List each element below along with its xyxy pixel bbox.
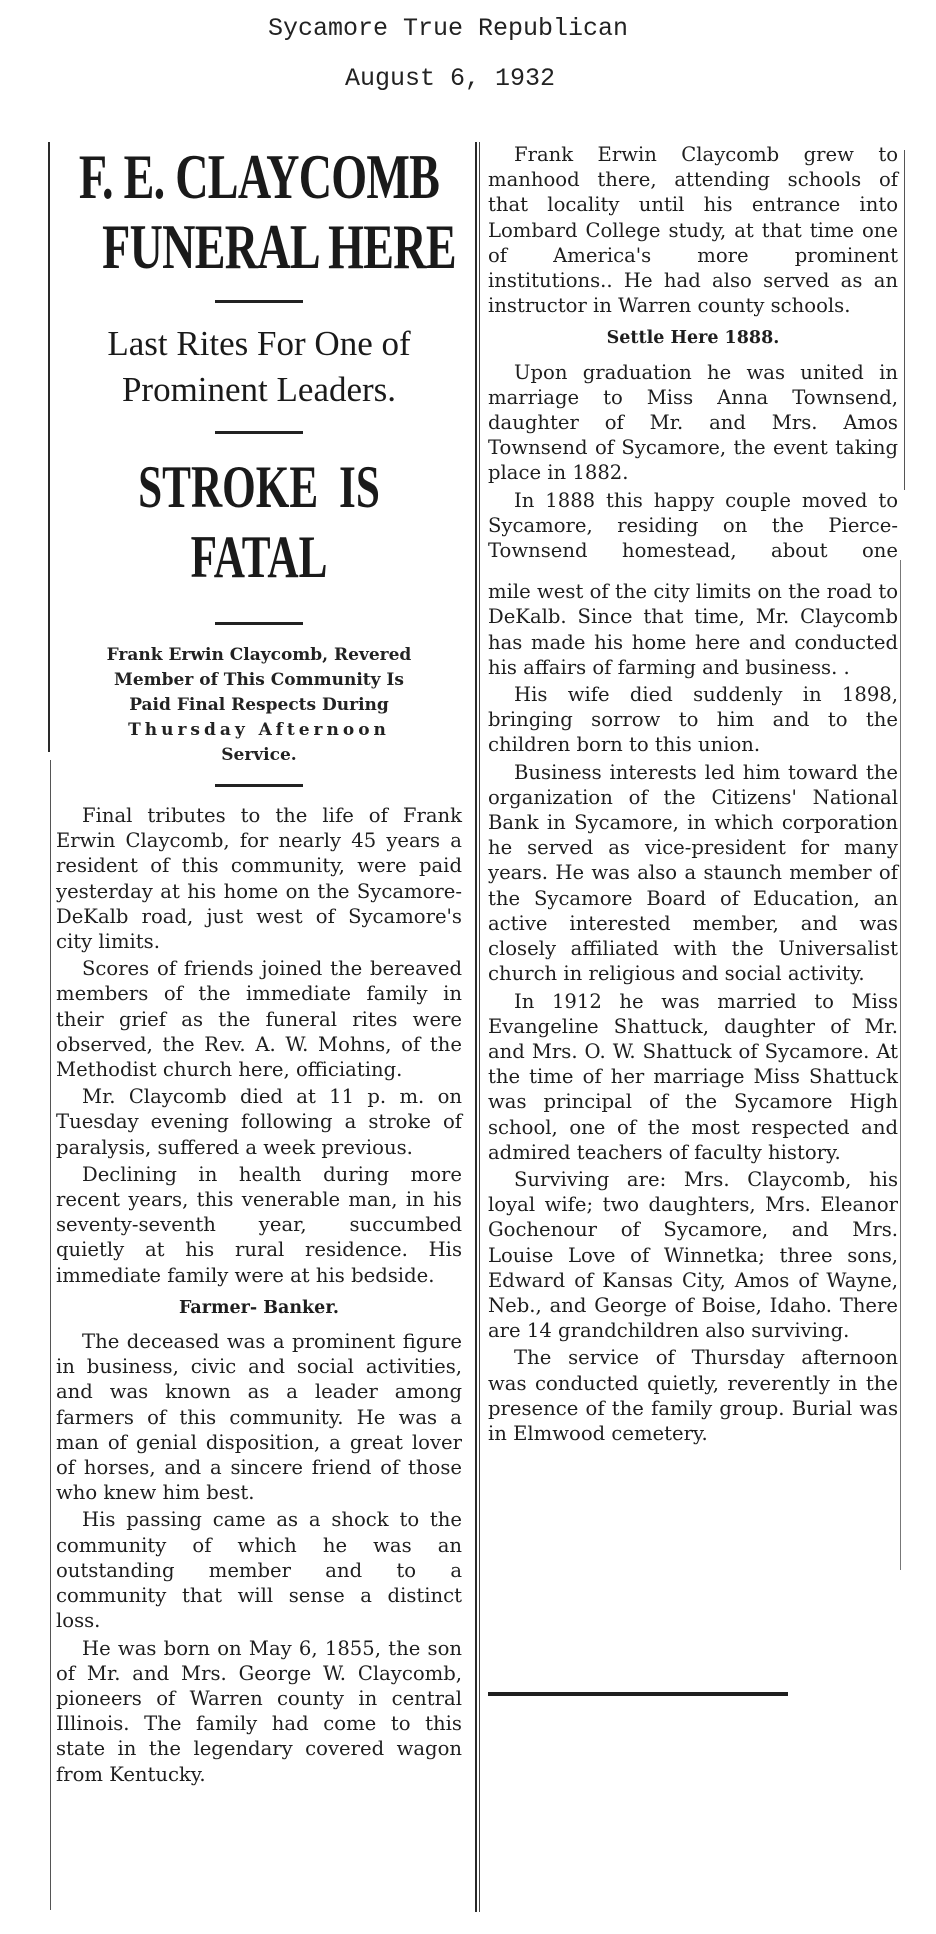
column-rule-left xyxy=(48,142,50,752)
body-paragraph: Declining in health during more recent years, this venerable man, in his seventy-seventh year, succumbed quietly at his rural residence. His immediate family were at his bedside. xyxy=(56,1162,462,1287)
right-column xyxy=(488,142,898,1448)
body-paragraph: mile west of the city limits on the road to DeKalb. Since that time, Mr. Claycomb has made his home here and conducted his affairs of farming and business. . xyxy=(488,580,898,679)
section-subhead-settle-here: Settle Here 1888. xyxy=(606,328,780,349)
subhead-divider xyxy=(215,622,303,625)
subhead-line-2: Member of This Community Is xyxy=(114,670,404,690)
body-paragraph: In 1888 this happy couple moved to Sycamore, residing on the Pierce-Townsend homestead, about one xyxy=(488,488,898,563)
body-paragraph: Business interests led him toward the organization of the Citizens' National Bank in Sycamore, in which corporation he served as vice-president for many years. He was also a staunch member of the Sycamore Board of Education, an active interested member, and was closely affiliated with the Universalist church in religious and social activity. xyxy=(488,760,898,986)
subhead-line-4: Thursday Afternoon xyxy=(128,720,390,740)
column-rule-left-lower xyxy=(50,760,51,1910)
deck-line-2: Prominent Leaders. xyxy=(121,370,397,409)
deck-line-1: Last Rites For One of xyxy=(107,324,411,363)
body-paragraph: The deceased was a prominent figure in business, civic and social activities, and was known as a leader among farmers of this community. He was a man of genial disposition, a great lover of horses, and a sincere friend of those who knew him best. xyxy=(56,1330,462,1505)
article-end-rule xyxy=(488,1692,788,1696)
column-rule-right-upper xyxy=(904,150,905,490)
body-paragraph: Surviving are: Mrs. Claycomb, his loyal wife; two daughters, Mrs. Eleanor Gochenour of Sycamore, and Mrs. Louise Love of Winnetka; three sons, Edward of Kansas City, Amos of Wayne, Neb., and George of Boise, Idaho. There are 14 grandchildren also surviving. xyxy=(488,1167,898,1343)
body-paragraph: Frank Erwin Claycomb grew to manhood there, attending schools of that locality until his entrance into Lombard College study, at that time one of America's more prominent institutions.. He had also served as an instructor in Warren county schools. xyxy=(488,143,898,318)
body-paragraph: The service of Thursday afternoon was conducted quietly, reverently in the presence of the family group. Burial was in Elmwood cemetery. xyxy=(488,1346,898,1445)
subhead-line-5: Service. xyxy=(221,745,297,765)
column-gap xyxy=(488,565,898,579)
column-rule-right-lower xyxy=(900,560,901,1570)
subhead-line-1: Frank Erwin Claycomb, Revered xyxy=(106,645,412,665)
left-column xyxy=(56,142,462,1789)
body-paragraph: In 1912 he was married to Miss Evangeline Shattuck, daughter of Mr. and Mrs. O. W. Shattuck of Sycamore. At the time of her marriage Miss Shattuck was principal of the Sycamore High school, one of the most respected and admired teachers of faculty history. xyxy=(488,989,898,1164)
body-divider xyxy=(215,784,303,787)
column-rule-center xyxy=(475,142,477,1912)
body-paragraph: Mr. Claycomb died at 11 p. m. on Tuesday evening following a stroke of paralysis, suffered a week previous. xyxy=(56,1085,462,1159)
headline-line-3: STROKE IS FATAL xyxy=(138,454,380,590)
body-paragraph: Scores of friends joined the bereaved members of the immediate family in their grief as the funeral rites were observed, the Rev. A. W. Mohns, of the Methodist church here, officiating. xyxy=(56,957,462,1082)
headline-divider xyxy=(215,300,303,303)
body-paragraph: Final tributes to the life of Frank Erwin Claycomb, for nearly 45 years a resident of this community, were paid yesterday at his home on the Sycamore-DeKalb road, just west of Sycamore's city limits. xyxy=(56,804,462,954)
headline-line-1: F. E. CLAYCOMB xyxy=(78,141,440,212)
section-subhead-farmer-banker: Farmer- Banker. xyxy=(178,1297,340,1318)
newspaper-name: Sycamore True Republican xyxy=(267,14,629,43)
subhead-line-3: Paid Final Respects During xyxy=(129,695,389,715)
column-rule-center-inner xyxy=(479,142,480,1912)
headline-line-2: FUNERAL HERE xyxy=(102,211,456,282)
body-paragraph: Upon graduation he was united in marriage to Miss Anna Townsend, daughter of Mr. and Mrs. Amos Townsend of Sycamore, the event taking place in 1882. xyxy=(488,360,898,485)
publication-date: August 6, 1932 xyxy=(344,64,556,93)
body-paragraph: He was born on May 6, 1855, the son of Mr. and Mrs. George W. Claycomb, pioneers of Warren county in central Illinois. The family had come to this state in the legendary covered wagon from Kentucky. xyxy=(56,1636,462,1786)
body-paragraph: His passing came as a shock to the community of which he was an outstanding member and to a community that will sense a distinct loss. xyxy=(56,1508,462,1633)
body-paragraph: His wife died suddenly in 1898, bringing sorrow to him and to the children born to this union. xyxy=(488,683,898,757)
deck-divider xyxy=(215,431,303,434)
